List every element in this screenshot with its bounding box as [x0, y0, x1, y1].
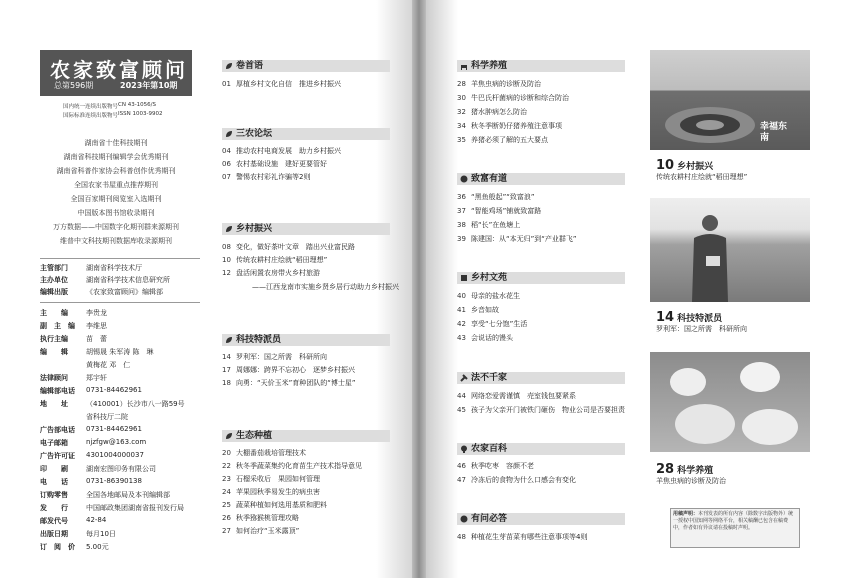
award-line: 中国版本图书馆收录期刊: [77, 209, 155, 217]
photo-caption: 28 科学养殖: [656, 462, 714, 477]
toc-item[interactable]: 22 秋冬季蔬菜集约化育苗生产技术指导意见: [222, 462, 362, 470]
sheep-photo: [650, 352, 810, 452]
photo-caption: 10 乡村振兴: [656, 158, 714, 173]
coin-icon: [460, 175, 468, 183]
toc-item[interactable]: 41 乡音如故: [457, 306, 499, 314]
photo-caption-sub: 传统农耕村庄绘就“稻田理想”: [656, 173, 748, 181]
magazine-title: 农家致富顾问: [50, 58, 188, 82]
toc-item[interactable]: 30 牛巴氏杆菌病的诊断和综合防治: [457, 94, 569, 102]
toc-item[interactable]: 47 冷冻后的食物为什么口感会有变化: [457, 476, 576, 484]
total-issue: 总第596期: [54, 81, 94, 90]
toc-item[interactable]: 28 羊焦虫病的诊断及防治: [457, 80, 541, 88]
award-line: 全国百家期刊阅览室入选期刊: [70, 195, 162, 203]
section-header: 有问必答: [457, 513, 625, 525]
photo-caption-sub: 羊焦虫病的诊断及防治: [656, 477, 726, 485]
section-header: 科技特派员: [222, 334, 390, 346]
award-line: 湖南省科技期刊编辑学会优秀期刊: [63, 153, 169, 161]
section-header: 生态种植: [222, 430, 390, 442]
toc-item[interactable]: 24 苹果园秋季易发生的病虫害: [222, 488, 320, 496]
award-line: 万方数据——中国数字化期刊群来源期刊: [53, 223, 179, 231]
copyright-notice: 用稿声明：本刊发表的所有内容（除数字出版物外）统一授权中国知网等网络平台，相关稿酬已包含在稿费中，作者如有异议请在投稿时声明。: [670, 508, 800, 548]
section-header: 三农论坛: [222, 128, 390, 140]
divider: [40, 302, 200, 303]
gavel-icon: [460, 374, 468, 382]
toc-item[interactable]: 38 稻“长”在鱼塘上: [457, 221, 521, 229]
toc-item[interactable]: 17 周娜娜：跨界不忘初心 逐梦乡村振兴: [222, 366, 355, 374]
leaf-icon: [225, 130, 233, 138]
toc-item[interactable]: 07 警惕农村彩礼诈骗等2则: [222, 173, 311, 181]
section-header: 致富有道: [457, 173, 625, 185]
award-line: 湖南省科普作家协会科普创作优秀期刊: [56, 167, 176, 175]
toc-item[interactable]: 23 石榴采收后 果园如何管理: [222, 475, 320, 483]
toc-item[interactable]: 08 变化，做好茶叶文章 踏出兴业富民路: [222, 243, 355, 251]
field-art-text: 幸福东南: [760, 122, 788, 143]
toc-item-subtitle: ——江西龙南市实施乡贤乡居行动助力乡村振兴: [252, 283, 399, 291]
divider: [40, 258, 200, 259]
leaf-icon: [225, 62, 233, 70]
toc-item[interactable]: 06 农村基础设施 建好更要管好: [222, 160, 327, 168]
masthead-column: 农家致富顾问 总第596期 2023年第10期 国内统一连续出版物号 CN 43-1056/S 国际标准连续出版物号 ISSN 1003-9902 湖南省十佳科技期刊 湖南省科技期刊编辑学会优秀期刊 湖南省科普作家协会科普创作优秀期刊 全国农家书屋重点推荐期刊 全国百家期刊阅览室入选期刊 中国版本图书馆收录期刊 万方数据——中国数字化期刊群来源期刊 维普中文科技期刊数据库收录源期刊 主管部门 湖南省科学技术厅 主办单位 湖南省科学技术信息研究所 编辑出版 《农家致富顾问》编辑部 主 编 李贵龙 副 主 编 李维思 执行主编 苗 蕾 编 辑 胡锡晟 朱军涛 陈 琳 黄梅花 邓 仁 法律顾问 郑宇轩 编辑部电话 0731-84462961 地 址 （410001）长沙市八一路59号 省科技厅二院 广告部电话 0731-84462961 电子邮箱 njzfgw@163.com 广告许可证 4301004000037 印 刷 湖南宏图印务有限公司 电 话 0731-86390138 订购零售 全国各地邮局及本刊编辑部 发 行 中国邮政集团湖南省报刊发行局 邮发代号 42-84 出版日期 每月10日 订 阅 价 5.00元: [0, 0, 202, 578]
award-line: 湖南省十佳科技期刊: [84, 139, 148, 147]
scientist-photo: [650, 198, 810, 302]
toc-item[interactable]: 25 蔬菜种植如何选用基质和肥料: [222, 501, 327, 509]
award-line: 维普中文科技期刊数据库收录源期刊: [60, 237, 172, 245]
toc-item[interactable]: 18 向勇：“天价玉米”育种团队的“博士星”: [222, 379, 356, 387]
section-header: 科学养殖: [457, 60, 625, 72]
toc-item[interactable]: 01 厚植乡村文化自信 推进乡村振兴: [222, 80, 341, 88]
sheep-group: [650, 352, 810, 452]
rice-field-art-photo: [650, 50, 810, 150]
toc-item[interactable]: 42 享受“七分饱”生活: [457, 320, 528, 328]
cow-icon: [460, 62, 468, 70]
toc-item[interactable]: 48 种植花生芽苗菜有哪些注意事项等4则: [457, 533, 588, 541]
book-icon: [460, 274, 468, 282]
leaf-icon: [225, 225, 233, 233]
section-header: 卷首语: [222, 60, 390, 72]
toc-item[interactable]: 12 盘活闲置农房带火乡村旅游: [222, 269, 320, 277]
toc-item[interactable]: 34 秋冬季断奶仔猪养殖注意事项: [457, 122, 562, 130]
section-header: 乡村振兴: [222, 223, 390, 235]
toc-item[interactable]: 32 猪水肿病怎么防治: [457, 108, 527, 116]
section-header: 农家百科: [457, 443, 625, 455]
award-line: 全国农家书屋重点推荐期刊: [74, 181, 158, 189]
section-header: 乡村文苑: [457, 272, 625, 284]
cn-number: 国内统一连续出版物号 CN 43-1056/S: [63, 102, 157, 110]
issn-number: 国际标准连续出版物号 ISSN 1003-9902: [63, 111, 163, 119]
toc-item[interactable]: 45 孩子为父亲开门被铁门砸伤 物业公司是否要担责: [457, 406, 625, 414]
toc-item[interactable]: 44 网络恋爱需谨慎 売室钱包要紧系: [457, 392, 576, 400]
toc-item[interactable]: 36 “黑鱼般起”“致富浪”: [457, 193, 535, 201]
photo-caption-sub: 罗利军：国之所需 科研所向: [656, 325, 747, 333]
photo-caption: 14 科技特派员: [656, 310, 723, 325]
section-header: 法不千家: [457, 372, 625, 384]
leaf-icon: [225, 336, 233, 344]
book-gutter: [412, 0, 426, 578]
masthead: [40, 50, 192, 96]
toc-item[interactable]: 14 罗利军：国之所需 科研所向: [222, 353, 327, 361]
toc-item[interactable]: 46 秋季吃枣 容颜不老: [457, 462, 534, 470]
toc-item[interactable]: 37 “智能鸡场”铺就致富路: [457, 207, 542, 215]
bulb-icon: [460, 445, 468, 453]
toc-item[interactable]: 26 秋季猕猴桃管理攻略: [222, 514, 299, 522]
question-icon: [460, 515, 468, 523]
toc-item[interactable]: 10 传统农耕村庄绘就“稻田理想”: [222, 256, 328, 264]
toc-item[interactable]: 27 如何治疗“玉米露顶”: [222, 527, 300, 535]
toc-item[interactable]: 35 养猪必须了解的五大要点: [457, 136, 548, 144]
issue-number: 2023年第10期: [120, 81, 178, 90]
scientist-figure: [650, 198, 810, 302]
toc-item[interactable]: 20 大棚番茄栽培管理技术: [222, 449, 306, 457]
toc-item[interactable]: 39 陈建国：从“本无归”到“产业群飞”: [457, 235, 577, 243]
toc-item[interactable]: 04 推动农村电商发展 助力乡村振兴: [222, 147, 341, 155]
toc-item[interactable]: 40 母亲的盐水花生: [457, 292, 520, 300]
leaf-icon: [225, 432, 233, 440]
toc-item[interactable]: 43 会说话的馒头: [457, 334, 513, 342]
